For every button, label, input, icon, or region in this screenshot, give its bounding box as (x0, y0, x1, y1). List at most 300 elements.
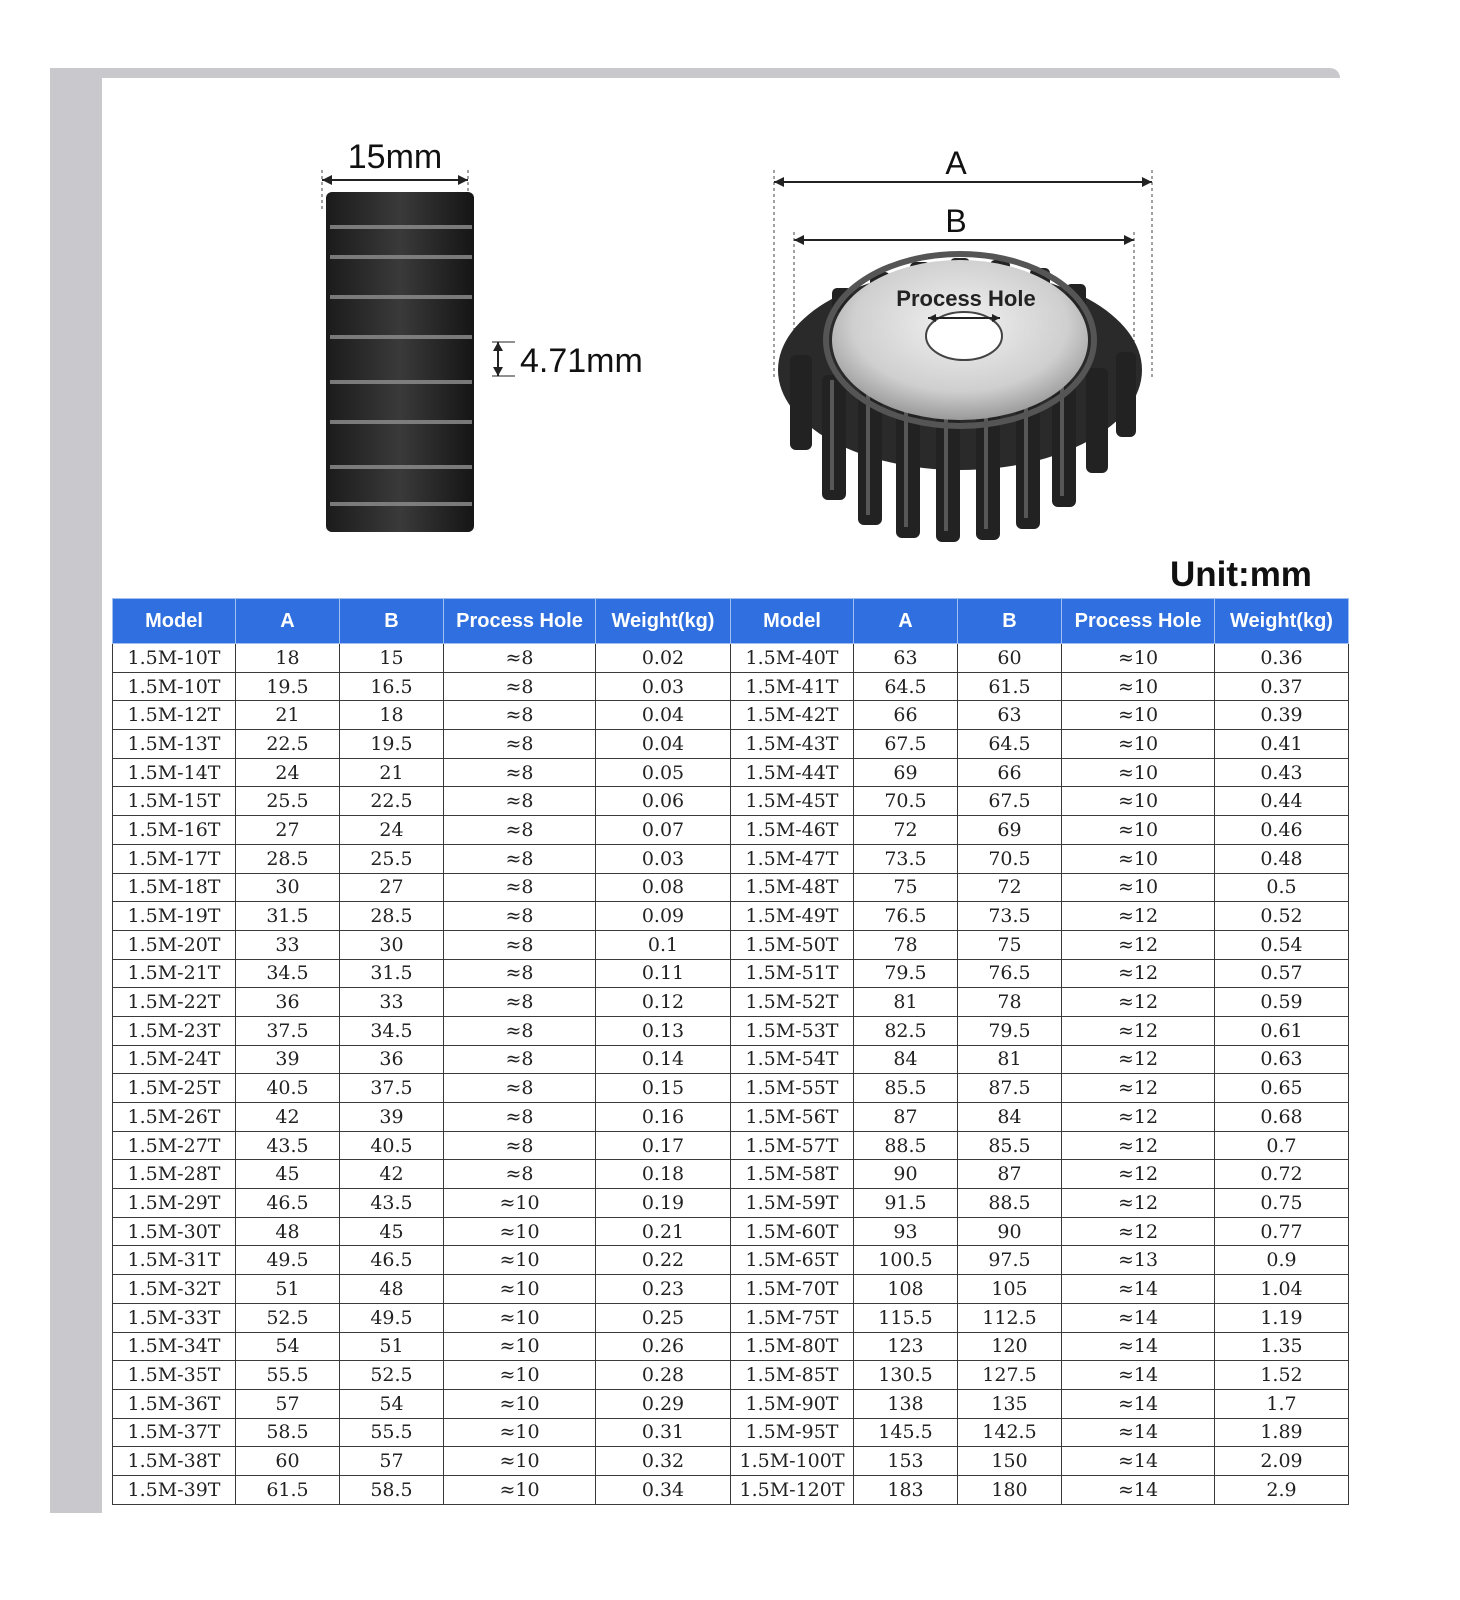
table-row (113, 873, 1349, 902)
table-cell: ≈14 (1062, 1332, 1215, 1361)
table-cell: 1.5M-17T (113, 844, 236, 873)
table-cell: 1.5M-29T (113, 1189, 236, 1218)
table-row (113, 1475, 1349, 1504)
table-cell: 1.5M-41T (731, 672, 854, 701)
table-cell: 19.5 (236, 672, 340, 701)
table-cell: 75 (854, 873, 958, 902)
table-cell: 1.5M-18T (113, 873, 236, 902)
table-cell: 15 (340, 644, 444, 673)
table-cell: 39 (340, 1103, 444, 1132)
table-cell: 1.5M-48T (731, 873, 854, 902)
table-cell: 112.5 (958, 1303, 1062, 1332)
table-cell: ≈12 (1062, 1160, 1215, 1189)
table-cell: 85.5 (958, 1131, 1062, 1160)
table-cell: 1.5M-60T (731, 1217, 854, 1246)
table-cell: ≈10 (1062, 730, 1215, 759)
table-cell: ≈10 (444, 1303, 596, 1332)
table-cell: ≈12 (1062, 988, 1215, 1017)
table-cell: 0.03 (596, 844, 731, 873)
table-row (113, 1103, 1349, 1132)
table-cell: 100.5 (854, 1246, 958, 1275)
table-cell: ≈8 (444, 959, 596, 988)
table-cell: 0.05 (596, 758, 731, 787)
table-cell: 130.5 (854, 1361, 958, 1390)
table-cell: 16.5 (340, 672, 444, 701)
table-cell: 21 (236, 701, 340, 730)
table-row (113, 902, 1349, 931)
table-cell: 73.5 (958, 902, 1062, 931)
column-header: Weight(kg) (1215, 599, 1349, 644)
table-cell: 33 (236, 930, 340, 959)
table-cell: 45 (236, 1160, 340, 1189)
table-cell: 51 (236, 1275, 340, 1304)
table-cell: 0.39 (1215, 701, 1349, 730)
column-header: A (854, 599, 958, 644)
table-cell: ≈8 (444, 873, 596, 902)
table-cell: 0.23 (596, 1275, 731, 1304)
table-cell: 142.5 (958, 1418, 1062, 1447)
table-cell: 51 (340, 1332, 444, 1361)
table-cell: 46.5 (340, 1246, 444, 1275)
table-cell: 1.5M-13T (113, 730, 236, 759)
table-cell: 39 (236, 1045, 340, 1074)
table-cell: 78 (958, 988, 1062, 1017)
table-cell: 153 (854, 1447, 958, 1476)
table-cell: 0.19 (596, 1189, 731, 1218)
table-cell: 0.25 (596, 1303, 731, 1332)
table-cell: ≈8 (444, 758, 596, 787)
table-row (113, 758, 1349, 787)
table-cell: ≈14 (1062, 1418, 1215, 1447)
table-cell: 70.5 (854, 787, 958, 816)
table-cell: 24 (340, 816, 444, 845)
table-cell: 37.5 (236, 1016, 340, 1045)
table-cell: 69 (854, 758, 958, 787)
table-cell: 64.5 (854, 672, 958, 701)
table-cell: ≈8 (444, 844, 596, 873)
table-cell: 0.04 (596, 701, 731, 730)
table-cell: 0.72 (1215, 1160, 1349, 1189)
table-cell: 0.7 (1215, 1131, 1349, 1160)
table-cell: 1.5M-21T (113, 959, 236, 988)
table-cell: 55.5 (340, 1418, 444, 1447)
table-row (113, 1160, 1349, 1189)
table-cell: 0.34 (596, 1475, 731, 1504)
table-cell: 0.52 (1215, 902, 1349, 931)
table-cell: 79.5 (854, 959, 958, 988)
table-cell: ≈8 (444, 988, 596, 1017)
table-cell: 1.5M-120T (731, 1475, 854, 1504)
table-cell: 0.07 (596, 816, 731, 845)
table-cell: 108 (854, 1275, 958, 1304)
table-cell: 87 (854, 1103, 958, 1132)
table-row (113, 1361, 1349, 1390)
gear-spec-table (112, 598, 1349, 1505)
table-cell: 45 (340, 1217, 444, 1246)
table-cell: 0.03 (596, 672, 731, 701)
table-cell: 1.5M-38T (113, 1447, 236, 1476)
column-header: Model (113, 599, 236, 644)
table-cell: ≈10 (444, 1332, 596, 1361)
table-cell: 105 (958, 1275, 1062, 1304)
table-cell: ≈14 (1062, 1475, 1215, 1504)
table-cell: 0.16 (596, 1103, 731, 1132)
table-cell: 123 (854, 1332, 958, 1361)
table-cell: 1.5M-24T (113, 1045, 236, 1074)
table-cell: 76.5 (958, 959, 1062, 988)
table-row (113, 1074, 1349, 1103)
table-cell: 180 (958, 1475, 1062, 1504)
table-cell: 33 (340, 988, 444, 1017)
table-cell: 0.1 (596, 930, 731, 959)
table-cell: 1.5M-95T (731, 1418, 854, 1447)
table-cell: 28.5 (236, 844, 340, 873)
table-row (113, 1016, 1349, 1045)
table-cell: ≈8 (444, 730, 596, 759)
table-cell: 19.5 (340, 730, 444, 759)
table-cell: ≈8 (444, 1160, 596, 1189)
table-cell: 1.5M-16T (113, 816, 236, 845)
table-cell: 79.5 (958, 1016, 1062, 1045)
table-cell: 0.08 (596, 873, 731, 902)
table-cell: 0.06 (596, 787, 731, 816)
table-cell: 27 (340, 873, 444, 902)
table-cell: 0.21 (596, 1217, 731, 1246)
table-cell: 1.5M-51T (731, 959, 854, 988)
table-cell: 1.5M-19T (113, 902, 236, 931)
table-cell: 1.35 (1215, 1332, 1349, 1361)
table-cell: 84 (958, 1103, 1062, 1132)
table-cell: ≈10 (1062, 758, 1215, 787)
table-cell: 31.5 (340, 959, 444, 988)
table-cell: 88.5 (854, 1131, 958, 1160)
table-cell: 81 (958, 1045, 1062, 1074)
table-cell: 0.57 (1215, 959, 1349, 988)
table-cell: ≈12 (1062, 1045, 1215, 1074)
table-cell: 22.5 (236, 730, 340, 759)
table-cell: 1.5M-35T (113, 1361, 236, 1390)
table-cell: 0.77 (1215, 1217, 1349, 1246)
table-cell: 145.5 (854, 1418, 958, 1447)
table-cell: 0.13 (596, 1016, 731, 1045)
table-cell: ≈14 (1062, 1389, 1215, 1418)
table-cell: 1.5M-100T (731, 1447, 854, 1476)
table-cell: ≈12 (1062, 1103, 1215, 1132)
table-cell: 1.5M-47T (731, 844, 854, 873)
table-cell: ≈14 (1062, 1275, 1215, 1304)
table-cell: 0.29 (596, 1389, 731, 1418)
table-cell: 90 (854, 1160, 958, 1189)
table-cell: ≈8 (444, 1074, 596, 1103)
table-cell: 0.02 (596, 644, 731, 673)
table-cell: 90 (958, 1217, 1062, 1246)
table-cell: ≈10 (444, 1189, 596, 1218)
table-cell: 1.89 (1215, 1418, 1349, 1447)
table-cell: 1.5M-39T (113, 1475, 236, 1504)
gear-front-view-figure (760, 140, 1180, 550)
table-cell: ≈12 (1062, 1074, 1215, 1103)
table-cell: 87.5 (958, 1074, 1062, 1103)
table-cell: 0.44 (1215, 787, 1349, 816)
table-cell: 1.5M-25T (113, 1074, 236, 1103)
table-cell: 0.41 (1215, 730, 1349, 759)
table-cell: 0.54 (1215, 930, 1349, 959)
table-cell: 0.36 (1215, 644, 1349, 673)
card-shadow-left (50, 68, 102, 1513)
table-cell: 27 (236, 816, 340, 845)
table-cell: 1.5M-15T (113, 787, 236, 816)
table-cell: ≈10 (444, 1217, 596, 1246)
table-cell: 0.11 (596, 959, 731, 988)
column-header: Model (731, 599, 854, 644)
table-cell: 1.5M-31T (113, 1246, 236, 1275)
table-cell: 66 (854, 701, 958, 730)
table-cell: ≈8 (444, 902, 596, 931)
table-cell: 1.5M-49T (731, 902, 854, 931)
table-cell: ≈8 (444, 787, 596, 816)
table-cell: 1.5M-27T (113, 1131, 236, 1160)
table-cell: ≈10 (1062, 873, 1215, 902)
table-header-row (113, 599, 1349, 644)
table-cell: 1.5M-57T (731, 1131, 854, 1160)
table-cell: 0.31 (596, 1418, 731, 1447)
table-cell: 1.5M-36T (113, 1389, 236, 1418)
table-cell: ≈10 (444, 1275, 596, 1304)
table-cell: 150 (958, 1447, 1062, 1476)
table-row (113, 988, 1349, 1017)
table-cell: 84 (854, 1045, 958, 1074)
table-cell: 43.5 (340, 1189, 444, 1218)
table-cell: ≈12 (1062, 1217, 1215, 1246)
table-cell: 1.5M-75T (731, 1303, 854, 1332)
table-cell: 1.5M-10T (113, 672, 236, 701)
table-cell: 22.5 (340, 787, 444, 816)
table-cell: 1.5M-10T (113, 644, 236, 673)
table-cell: 91.5 (854, 1189, 958, 1218)
table-cell: 66 (958, 758, 1062, 787)
table-row (113, 816, 1349, 845)
table-cell: 63 (854, 644, 958, 673)
table-cell: 81 (854, 988, 958, 1017)
table-row (113, 644, 1349, 673)
table-cell: ≈10 (1062, 672, 1215, 701)
table-cell: ≈12 (1062, 1016, 1215, 1045)
table-cell: 1.5M-80T (731, 1332, 854, 1361)
table-cell: 54 (236, 1332, 340, 1361)
table-cell: 1.5M-22T (113, 988, 236, 1017)
table-cell: 30 (340, 930, 444, 959)
table-cell: 46.5 (236, 1189, 340, 1218)
table-cell: 138 (854, 1389, 958, 1418)
width-dimension-label: 15mm (347, 138, 443, 176)
table-cell: 0.17 (596, 1131, 731, 1160)
table-cell: 1.5M-32T (113, 1275, 236, 1304)
table-cell: 135 (958, 1389, 1062, 1418)
table-cell: ≈13 (1062, 1246, 1215, 1275)
table-row (113, 1045, 1349, 1074)
table-cell: 64.5 (958, 730, 1062, 759)
dimension-b-label: B (945, 203, 967, 239)
table-cell: 57 (236, 1389, 340, 1418)
table-cell: 1.5M-56T (731, 1103, 854, 1132)
table-cell: 36 (340, 1045, 444, 1074)
table-cell: 28.5 (340, 902, 444, 931)
table-cell: ≈10 (1062, 644, 1215, 673)
table-cell: ≈12 (1062, 902, 1215, 931)
table-cell: 97.5 (958, 1246, 1062, 1275)
table-cell: 57 (340, 1447, 444, 1476)
table-row (113, 1418, 1349, 1447)
table-cell: 1.5M-12T (113, 701, 236, 730)
table-cell: ≈8 (444, 672, 596, 701)
table-cell: ≈10 (444, 1475, 596, 1504)
table-cell: 0.75 (1215, 1189, 1349, 1218)
table-cell: 60 (236, 1447, 340, 1476)
table-cell: 25.5 (340, 844, 444, 873)
column-header: Process Hole (1062, 599, 1215, 644)
table-cell: 25.5 (236, 787, 340, 816)
table-cell: 73.5 (854, 844, 958, 873)
table-cell: 0.5 (1215, 873, 1349, 902)
table-cell: 49.5 (340, 1303, 444, 1332)
table-cell: 0.18 (596, 1160, 731, 1189)
table-cell: ≈10 (444, 1361, 596, 1390)
table-cell: 70.5 (958, 844, 1062, 873)
table-cell: 58.5 (340, 1475, 444, 1504)
table-cell: 1.5M-90T (731, 1389, 854, 1418)
table-cell: 34.5 (236, 959, 340, 988)
table-cell: ≈12 (1062, 1189, 1215, 1218)
table-row (113, 1189, 1349, 1218)
table-row (113, 959, 1349, 988)
table-cell: 1.5M-14T (113, 758, 236, 787)
process-hole-label: Process Hole (896, 286, 1036, 311)
table-cell: 1.5M-52T (731, 988, 854, 1017)
table-cell: 18 (340, 701, 444, 730)
table-cell: 0.04 (596, 730, 731, 759)
table-cell: 1.5M-50T (731, 930, 854, 959)
table-row (113, 1217, 1349, 1246)
table-cell: ≈12 (1062, 1131, 1215, 1160)
table-cell: 60 (958, 644, 1062, 673)
table-cell: 0.61 (1215, 1016, 1349, 1045)
table-cell: 0.43 (1215, 758, 1349, 787)
table-cell: 93 (854, 1217, 958, 1246)
table-cell: 36 (236, 988, 340, 1017)
table-cell: 0.09 (596, 902, 731, 931)
table-cell: 18 (236, 644, 340, 673)
table-cell: ≈14 (1062, 1361, 1215, 1390)
table-cell: 55.5 (236, 1361, 340, 1390)
table-cell: ≈14 (1062, 1447, 1215, 1476)
table-cell: 58.5 (236, 1418, 340, 1447)
table-cell: ≈14 (1062, 1303, 1215, 1332)
table-cell: 1.5M-85T (731, 1361, 854, 1390)
table-cell: ≈10 (1062, 701, 1215, 730)
table-cell: 1.5M-30T (113, 1217, 236, 1246)
table-cell: 21 (340, 758, 444, 787)
table-cell: 1.5M-65T (731, 1246, 854, 1275)
table-row (113, 1303, 1349, 1332)
table-cell: ≈8 (444, 1045, 596, 1074)
table-cell: 1.5M-28T (113, 1160, 236, 1189)
table-cell: 37.5 (340, 1074, 444, 1103)
table-row (113, 930, 1349, 959)
table-cell: 1.5M-33T (113, 1303, 236, 1332)
table-cell: 1.5M-45T (731, 787, 854, 816)
table-cell: 40.5 (340, 1131, 444, 1160)
table-cell: 52.5 (340, 1361, 444, 1390)
table-cell: 85.5 (854, 1074, 958, 1103)
table-cell: 67.5 (958, 787, 1062, 816)
table-cell: ≈8 (444, 930, 596, 959)
table-cell: 0.65 (1215, 1074, 1349, 1103)
column-header: B (340, 599, 444, 644)
dimension-a-label: A (945, 145, 967, 181)
table-cell: 43.5 (236, 1131, 340, 1160)
table-cell: 48 (340, 1275, 444, 1304)
table-cell: 0.22 (596, 1246, 731, 1275)
table-cell: 0.15 (596, 1074, 731, 1103)
table-cell: 78 (854, 930, 958, 959)
table-cell: 0.26 (596, 1332, 731, 1361)
card-shadow-top (50, 68, 1340, 78)
table-cell: ≈10 (444, 1246, 596, 1275)
table-cell: 72 (854, 816, 958, 845)
table-cell: 0.9 (1215, 1246, 1349, 1275)
table-cell: 120 (958, 1332, 1062, 1361)
table-cell: ≈8 (444, 816, 596, 845)
table-cell: 1.5M-23T (113, 1016, 236, 1045)
table-cell: 1.5M-70T (731, 1275, 854, 1304)
table-cell: 0.37 (1215, 672, 1349, 701)
table-cell: 34.5 (340, 1016, 444, 1045)
table-cell: 61.5 (958, 672, 1062, 701)
table-cell: ≈8 (444, 1131, 596, 1160)
table-body (113, 644, 1349, 1505)
gear-side-view-figure (300, 130, 700, 550)
table-cell: 30 (236, 873, 340, 902)
table-cell: 42 (236, 1103, 340, 1132)
table-cell: 0.28 (596, 1361, 731, 1390)
table-row (113, 1131, 1349, 1160)
table-cell: 1.52 (1215, 1361, 1349, 1390)
table-cell: 0.63 (1215, 1045, 1349, 1074)
table-cell: 0.12 (596, 988, 731, 1017)
table-cell: 1.5M-44T (731, 758, 854, 787)
table-cell: 1.5M-53T (731, 1016, 854, 1045)
table-row (113, 787, 1349, 816)
table-cell: ≈12 (1062, 930, 1215, 959)
table-cell: 82.5 (854, 1016, 958, 1045)
table-cell: 1.5M-54T (731, 1045, 854, 1074)
table-cell: 1.5M-40T (731, 644, 854, 673)
table-cell: 1.5M-37T (113, 1418, 236, 1447)
table-cell: 49.5 (236, 1246, 340, 1275)
table-cell: 72 (958, 873, 1062, 902)
process-hole (926, 312, 1002, 360)
table-row (113, 1389, 1349, 1418)
table-cell: 2.09 (1215, 1447, 1349, 1476)
table-row (113, 672, 1349, 701)
column-header: Weight(kg) (596, 599, 731, 644)
table-cell: 127.5 (958, 1361, 1062, 1390)
table-cell: ≈12 (1062, 959, 1215, 988)
table-cell: 1.5M-34T (113, 1332, 236, 1361)
table-row (113, 730, 1349, 759)
table-cell: 1.19 (1215, 1303, 1349, 1332)
table-cell: 1.5M-43T (731, 730, 854, 759)
